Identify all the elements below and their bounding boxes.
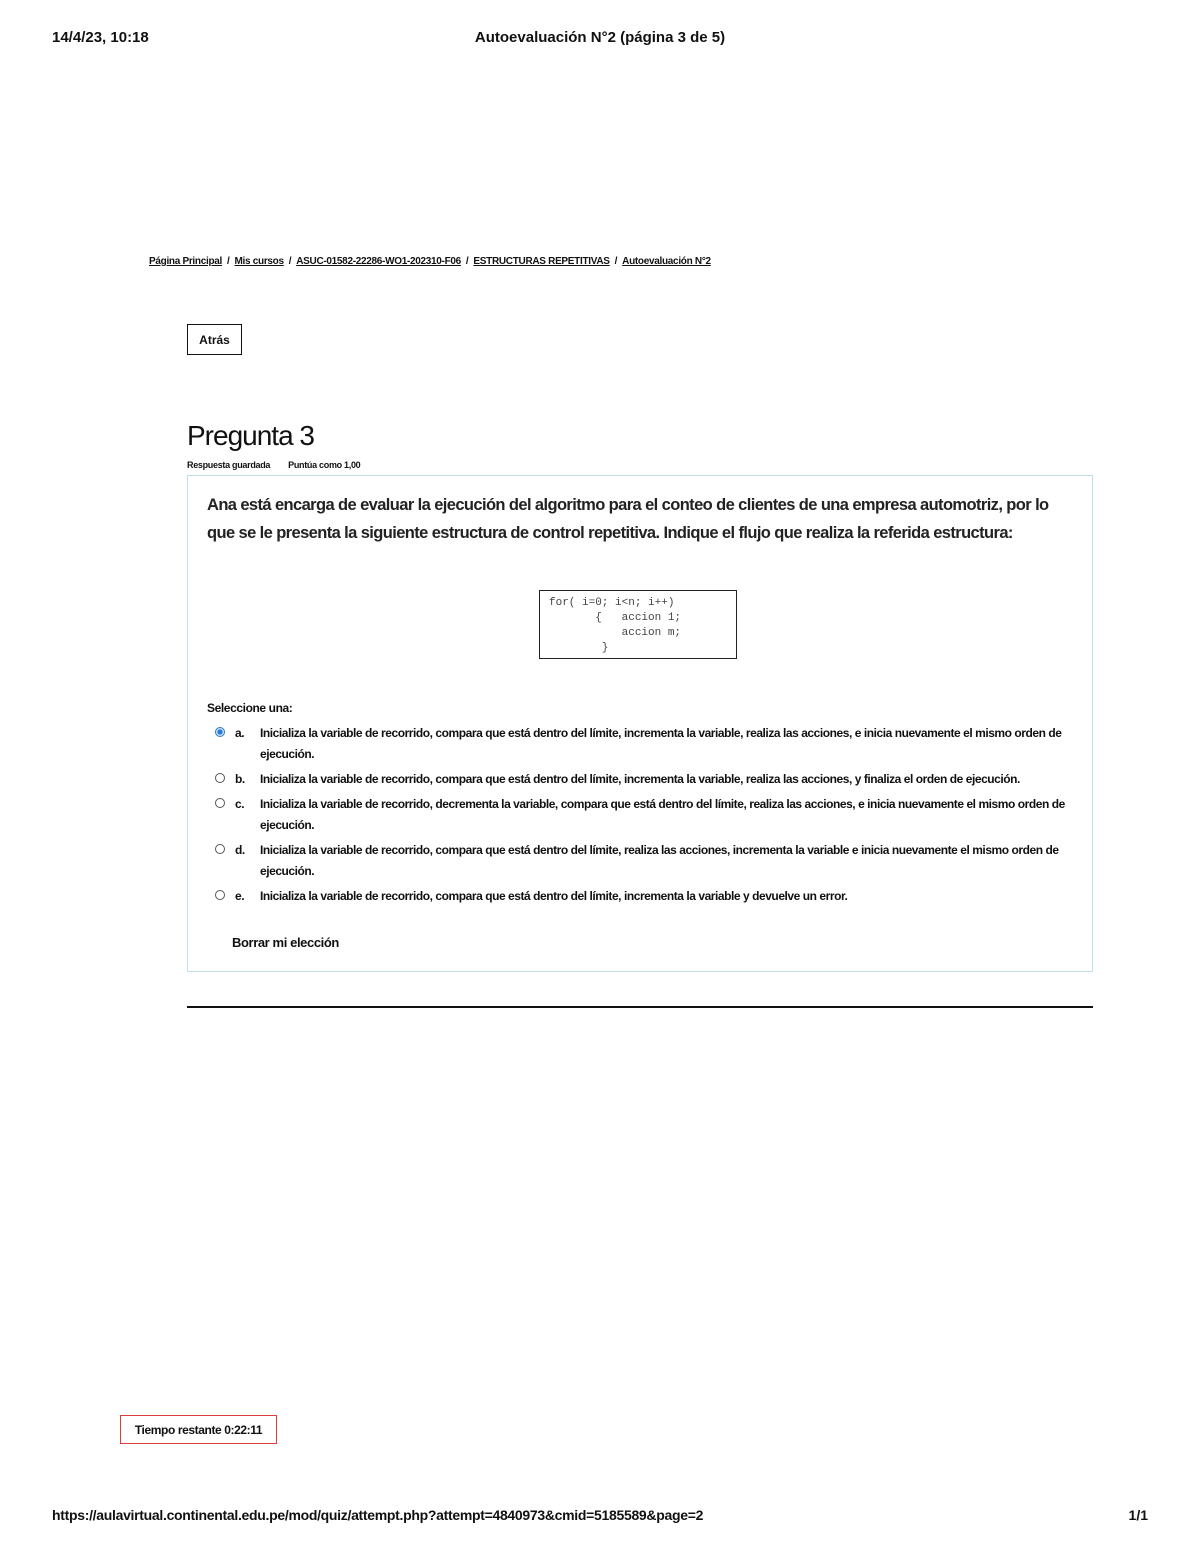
answer-option-a[interactable] [212,723,1082,765]
print-footer-url: https://aulavirtual.continental.edu.pe/mod/quiz/attempt.php?attempt=4840973&cmid=5185589&page=2 [52,1507,704,1523]
breadcrumb-separator: / [614,256,618,267]
breadcrumb-course-link[interactable]: ASUC-01582-22286-WO1-202310-F06 [296,256,461,267]
breadcrumb-separator: / [227,256,230,267]
question-box [187,475,1093,972]
question-points: Puntúa como 1,00 [288,460,361,470]
breadcrumb-my-courses-link[interactable]: Mis cursos [234,256,284,267]
option-letter: a. [235,726,245,740]
back-button[interactable]: Atrás [187,324,242,355]
radio-icon[interactable] [215,798,225,808]
answer-options [212,723,1082,911]
breadcrumb-home-link[interactable]: Página Principal [149,256,223,267]
question-status: Respuesta guardada [187,460,271,470]
option-text: Inicializa la variable de recorrido, compara que está dentro del límite, incrementa la variable y devuelve un error. [260,889,848,903]
option-letter: c. [235,797,245,811]
print-date: 14/4/23, 10:18 [52,29,149,46]
answer-option-d[interactable] [212,840,1082,882]
answer-option-c[interactable] [212,794,1082,836]
radio-icon[interactable] [215,773,225,783]
code-line: accion m; [549,627,682,639]
breadcrumb-separator: / [465,256,469,267]
clear-choice-link[interactable]: Borrar mi elección [232,935,339,950]
code-line: { accion 1; [549,612,682,624]
print-footer-page-number: 1/1 [1128,1507,1148,1523]
option-letter: b. [235,772,245,786]
select-one-label: Seleccione una: [207,701,293,715]
divider [187,1006,1093,1008]
time-remaining-box: Tiempo restante 0:22:11 [120,1415,277,1444]
option-text: Inicializa la variable de recorrido, compara que está dentro del límite, incrementa la variable, realiza las acciones, y finaliza el orden de ejecución. [260,772,1020,786]
answer-option-b[interactable] [212,769,1082,790]
radio-icon[interactable] [215,890,225,900]
option-text: Inicializa la variable de recorrido, compara que está dentro del límite, realiza las acciones, incrementa la variable e inicia nuevamente el mismo orden de ejecución. [260,843,1059,878]
option-text: Inicializa la variable de recorrido, compara que está dentro del límite, incrementa la variable, realiza las acciones, e inicia nuevamente el mismo orden de ejecución. [260,726,1062,761]
code-line: for( i=0; i<n; i++) [549,597,675,609]
option-text: Inicializa la variable de recorrido, decrementa la variable, compara que está dentro del límite, realiza las acciones, e inicia nuevamente el mismo orden de ejecución. [260,797,1065,832]
breadcrumb-quiz-link[interactable]: Autoevaluación N°2 [622,256,711,267]
question-title: Pregunta 3 [187,420,314,451]
radio-selected-icon[interactable] [215,727,225,737]
answer-option-e[interactable] [212,886,1082,907]
question-meta [187,460,360,470]
breadcrumb-separator: / [288,256,292,267]
option-letter: e. [235,889,245,903]
code-image [539,590,737,659]
print-page-title: Autoevaluación N°2 (página 3 de 5) [474,29,726,46]
question-text: Ana está encarga de evaluar la ejecución del algoritmo para el conteo de clientes de una empresa automotriz, por lo que se le presenta la siguiente estructura de control repetitiva. Indique el flujo que realiza la referida estructura: [207,496,1049,542]
radio-icon[interactable] [215,844,225,854]
breadcrumb [149,256,711,267]
code-line: } [549,642,609,654]
breadcrumb-section-link[interactable]: ESTRUCTURAS REPETITIVAS [473,256,610,267]
option-letter: d. [235,843,245,857]
